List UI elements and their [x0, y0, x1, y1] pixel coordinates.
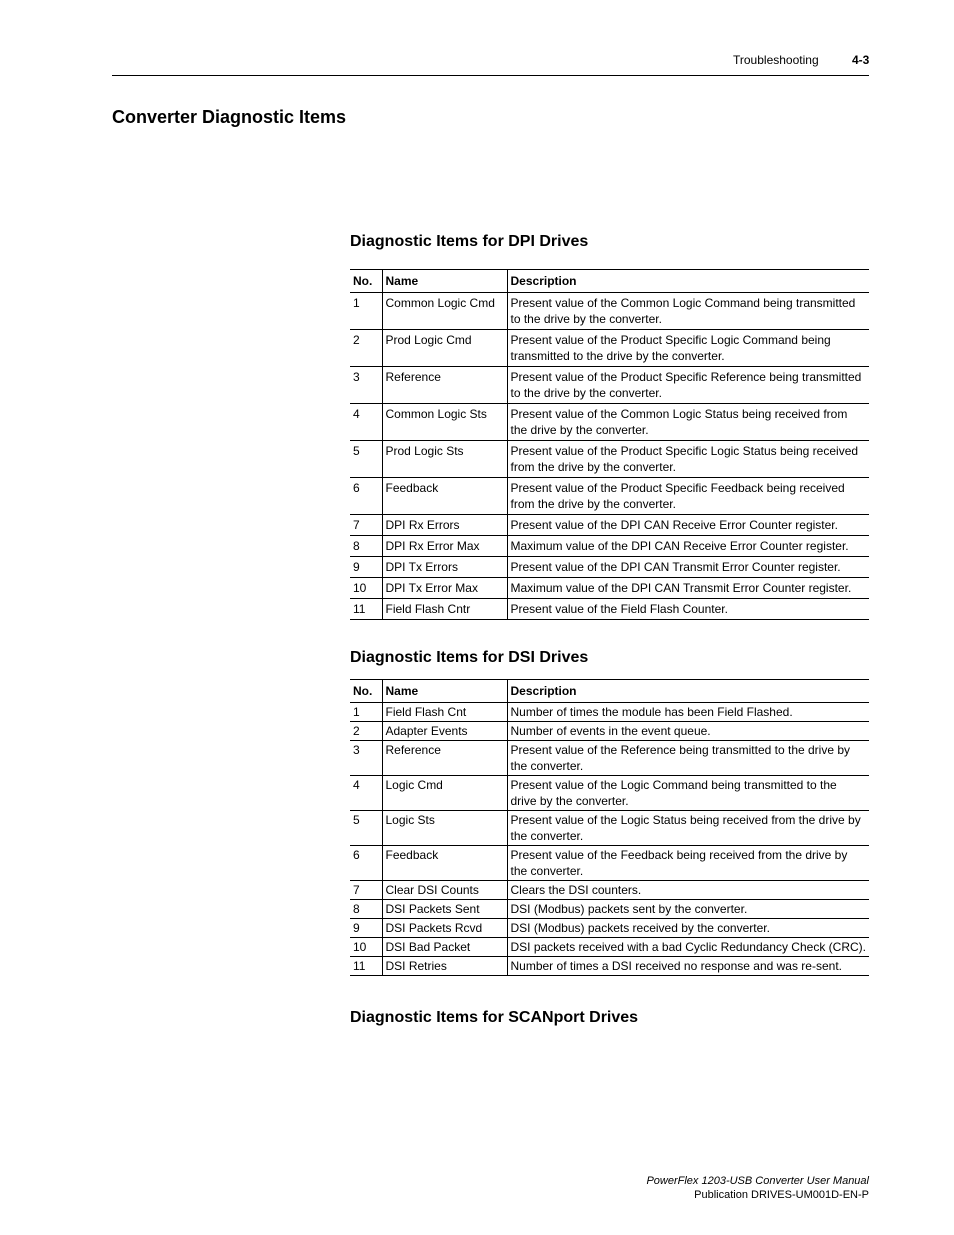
cell-description: Present value of the Product Specific Logic Status being received from the drive by the converter.	[507, 441, 869, 478]
cell-description: DSI (Modbus) packets sent by the converter.	[507, 900, 869, 919]
cell-name: DSI Bad Packet	[382, 938, 507, 957]
cell-name: Logic Sts	[382, 811, 507, 846]
column-header-name: Name	[382, 270, 507, 293]
cell-no: 2	[350, 722, 382, 741]
page-title: Converter Diagnostic Items	[112, 107, 347, 127]
cell-name: Clear DSI Counts	[382, 881, 507, 900]
cell-no: 5	[350, 441, 382, 478]
cell-no: 4	[350, 776, 382, 811]
cell-description: Present value of the DPI CAN Receive Error Counter register.	[507, 515, 869, 536]
dsi-diagnostic-table	[350, 679, 869, 976]
table-row	[350, 938, 869, 957]
table-row	[350, 578, 869, 599]
cell-no: 11	[350, 599, 382, 620]
cell-name: Adapter Events	[382, 722, 507, 741]
cell-description: Present value of the Common Logic Status being received from the drive by the converter.	[507, 404, 869, 441]
cell-no: 8	[350, 536, 382, 557]
table-row	[350, 536, 869, 557]
page-number: 4-3	[852, 53, 870, 67]
cell-description: Present value of the Field Flash Counter.	[507, 599, 869, 620]
cell-name: Logic Cmd	[382, 776, 507, 811]
cell-name: Reference	[382, 367, 507, 404]
cell-name: DSI Packets Rcvd	[382, 919, 507, 938]
column-header-description: Description	[507, 680, 869, 703]
table-row	[350, 515, 869, 536]
cell-no: 6	[350, 478, 382, 515]
cell-no: 9	[350, 919, 382, 938]
column-header-description: Description	[507, 270, 869, 293]
table-row	[350, 441, 869, 478]
cell-description: Present value of the Logic Command being transmitted to the drive by the converter.	[507, 776, 869, 811]
cell-description: Maximum value of the DPI CAN Transmit Error Counter register.	[507, 578, 869, 599]
cell-description: Maximum value of the DPI CAN Receive Error Counter register.	[507, 536, 869, 557]
table-row	[350, 919, 869, 938]
cell-description: Number of times the module has been Field Flashed.	[507, 703, 869, 722]
cell-no: 10	[350, 578, 382, 599]
table-row	[350, 846, 869, 881]
cell-description: Present value of the Logic Status being received from the drive by the converter.	[507, 811, 869, 846]
cell-name: Feedback	[382, 478, 507, 515]
cell-no: 2	[350, 330, 382, 367]
cell-description: Number of events in the event queue.	[507, 722, 869, 741]
table-row	[350, 367, 869, 404]
dpi-section-title: Diagnostic Items for DPI Drives	[350, 233, 589, 250]
column-header-no: No.	[350, 680, 382, 703]
cell-name: Common Logic Sts	[382, 404, 507, 441]
dsi-section-title: Diagnostic Items for DSI Drives	[350, 649, 589, 666]
scanport-section-title: Diagnostic Items for SCANport Drives	[350, 1009, 639, 1026]
cell-no: 3	[350, 367, 382, 404]
cell-no: 8	[350, 900, 382, 919]
cell-no: 7	[350, 881, 382, 900]
cell-name: DSI Packets Sent	[382, 900, 507, 919]
cell-name: Prod Logic Sts	[382, 441, 507, 478]
table-row	[350, 957, 869, 976]
cell-name: DPI Rx Error Max	[382, 536, 507, 557]
table-row	[350, 293, 869, 330]
cell-no: 6	[350, 846, 382, 881]
table-row	[350, 776, 869, 811]
table-row	[350, 811, 869, 846]
cell-description: Present value of the DPI CAN Transmit Error Counter register.	[507, 557, 869, 578]
cell-name: Reference	[382, 741, 507, 776]
table-row	[350, 478, 869, 515]
footer-manual-title: PowerFlex 1203-USB Converter User Manual	[646, 1175, 869, 1187]
cell-description: DSI (Modbus) packets received by the converter.	[507, 919, 869, 938]
cell-no: 3	[350, 741, 382, 776]
cell-name: Field Flash Cntr	[382, 599, 507, 620]
cell-name: Common Logic Cmd	[382, 293, 507, 330]
table-row	[350, 330, 869, 367]
cell-no: 10	[350, 938, 382, 957]
cell-no: 4	[350, 404, 382, 441]
table-row	[350, 599, 869, 620]
footer-publication-number: Publication DRIVES-UM001D-EN-P	[694, 1189, 869, 1201]
cell-no: 11	[350, 957, 382, 976]
running-header-section: Troubleshooting	[733, 53, 819, 67]
cell-name: Feedback	[382, 846, 507, 881]
table-header-row	[350, 680, 869, 703]
cell-no: 1	[350, 703, 382, 722]
cell-description: Present value of the Product Specific Logic Command being transmitted to the drive by the converter.	[507, 330, 869, 367]
table-row	[350, 722, 869, 741]
table-row	[350, 881, 869, 900]
table-row	[350, 557, 869, 578]
dpi-diagnostic-table	[350, 269, 869, 620]
cell-name: DPI Rx Errors	[382, 515, 507, 536]
cell-description: Clears the DSI counters.	[507, 881, 869, 900]
table-row	[350, 703, 869, 722]
cell-no: 5	[350, 811, 382, 846]
cell-name: Prod Logic Cmd	[382, 330, 507, 367]
cell-description: Present value of the Common Logic Command being transmitted to the drive by the converter.	[507, 293, 869, 330]
cell-no: 1	[350, 293, 382, 330]
cell-no: 9	[350, 557, 382, 578]
cell-no: 7	[350, 515, 382, 536]
column-header-no: No.	[350, 270, 382, 293]
cell-name: Field Flash Cnt	[382, 703, 507, 722]
cell-description: Present value of the Feedback being received from the drive by the converter.	[507, 846, 869, 881]
cell-description: Present value of the Reference being transmitted to the drive by the converter.	[507, 741, 869, 776]
cell-description: Present value of the Product Specific Reference being transmitted to the drive by the converter.	[507, 367, 869, 404]
column-header-name: Name	[382, 680, 507, 703]
cell-description: DSI packets received with a bad Cyclic Redundancy Check (CRC).	[507, 938, 869, 957]
cell-name: DPI Tx Error Max	[382, 578, 507, 599]
cell-name: DSI Retries	[382, 957, 507, 976]
cell-description: Present value of the Product Specific Feedback being received from the drive by the converter.	[507, 478, 869, 515]
cell-name: DPI Tx Errors	[382, 557, 507, 578]
table-row	[350, 741, 869, 776]
table-row	[350, 900, 869, 919]
table-row	[350, 404, 869, 441]
table-header-row	[350, 270, 869, 293]
header-rule	[112, 75, 869, 76]
cell-description: Number of times a DSI received no response and was re-sent.	[507, 957, 869, 976]
